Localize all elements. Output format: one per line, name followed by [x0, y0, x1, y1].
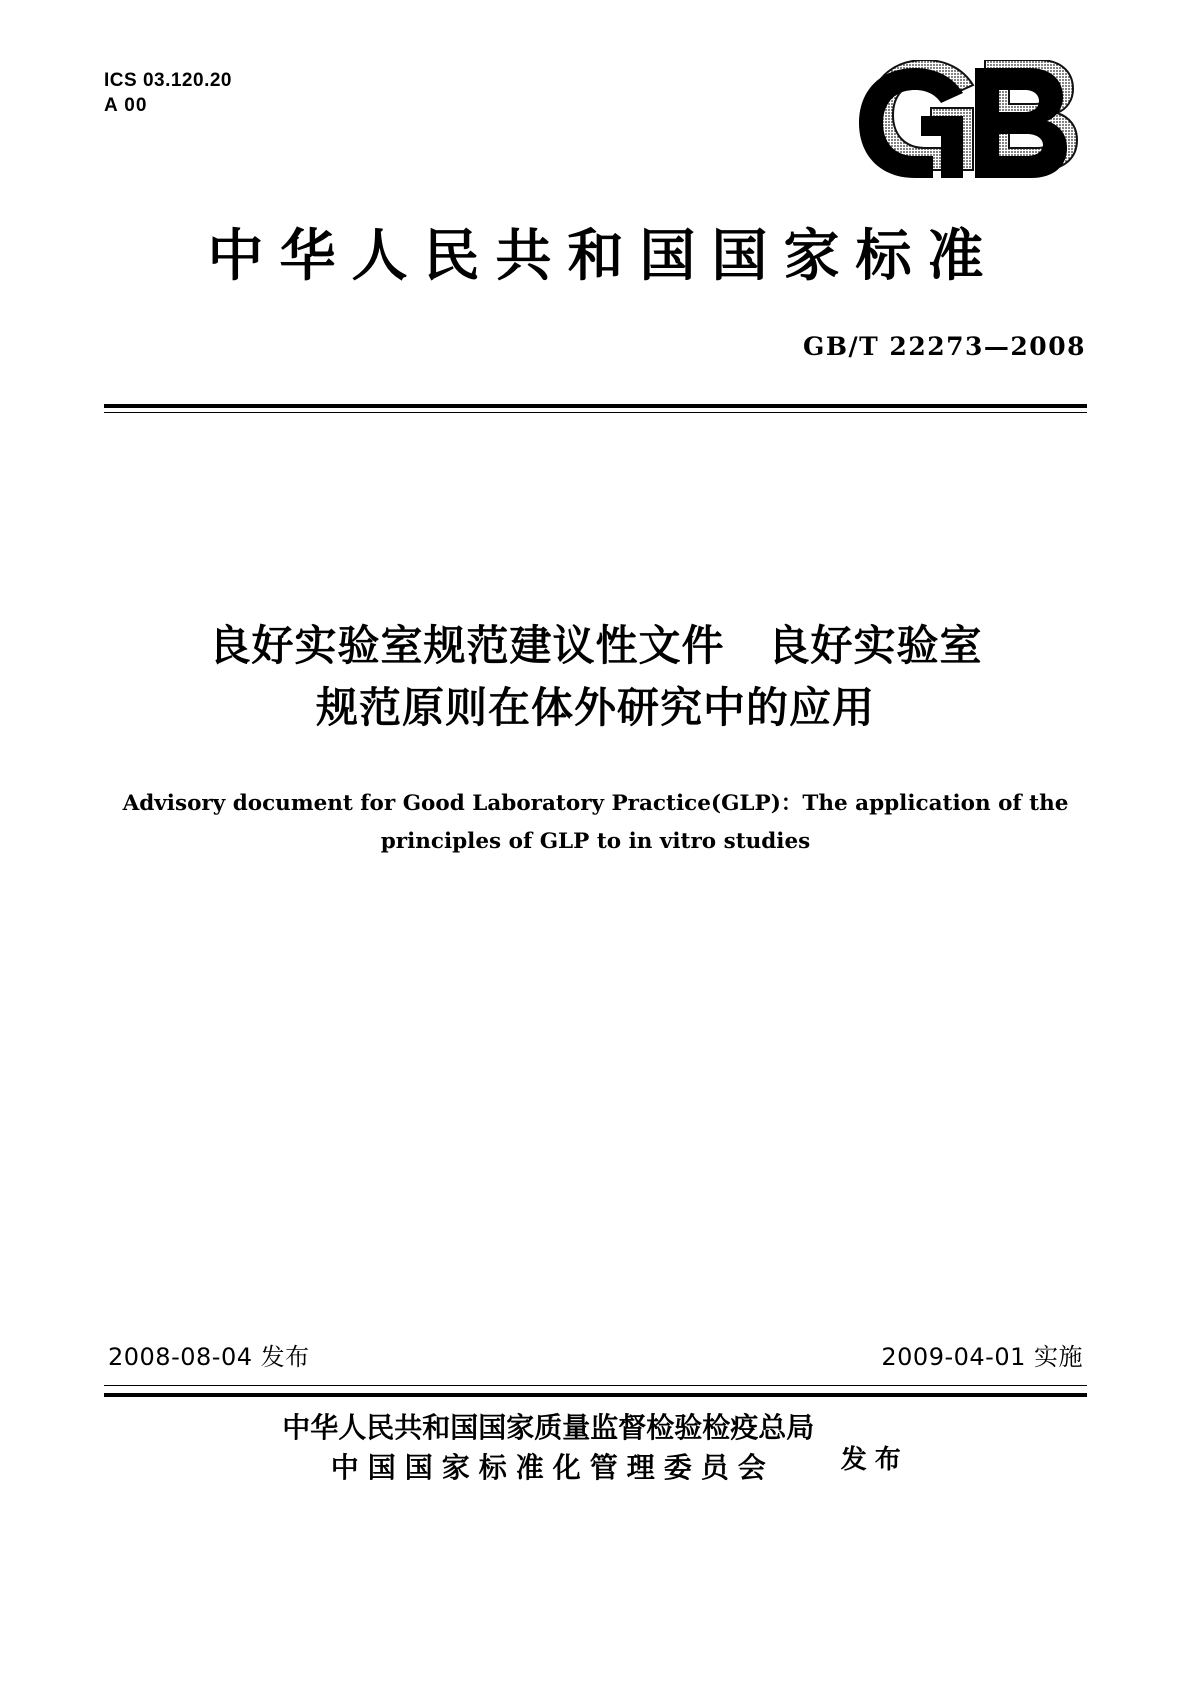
issuer-block: [0, 1408, 1191, 1488]
standard-title-zh-line1: 良好实验室规范建议性文件 良好实验室: [208, 621, 983, 670]
divider-bottom-thin: [104, 1385, 1087, 1386]
standard-title-en: [110, 785, 1081, 861]
publish-label: 发布: [840, 1444, 909, 1475]
ics-code: ICS 03.120.20: [104, 70, 232, 91]
divider-bottom-thick: [104, 1393, 1087, 1397]
issue-date: 2008-08-04 发布: [108, 1343, 310, 1371]
divider-top-thick: [104, 404, 1087, 408]
ics-category-code: A 00: [104, 95, 148, 116]
standard-number: GB/T 22273—2008: [803, 332, 1086, 361]
effective-date: 2009-04-01 实施: [881, 1343, 1083, 1371]
gb-logo-icon: [851, 60, 1091, 195]
page-title: 中华人民共和国国家标准: [207, 223, 1000, 289]
standard-title-zh: [95, 615, 1096, 739]
issuer-names: [282, 1408, 814, 1488]
standard-title-en-line1: Advisory document for Good Laboratory Practice(GLP)：The application of the: [122, 791, 1069, 816]
issuer-line-2: 中国国家标准化管理委员会: [330, 1451, 775, 1484]
standard-title-zh-line2: 规范原则在体外研究中的应用: [315, 683, 875, 732]
divider-top-thin: [104, 412, 1087, 413]
ics-classification-block: [104, 68, 232, 118]
issuer-line-1: 中华人民共和国国家质量监督检验检疫总局: [282, 1411, 815, 1444]
standard-title-en-line2: principles of GLP to in vitro studies: [380, 829, 811, 854]
